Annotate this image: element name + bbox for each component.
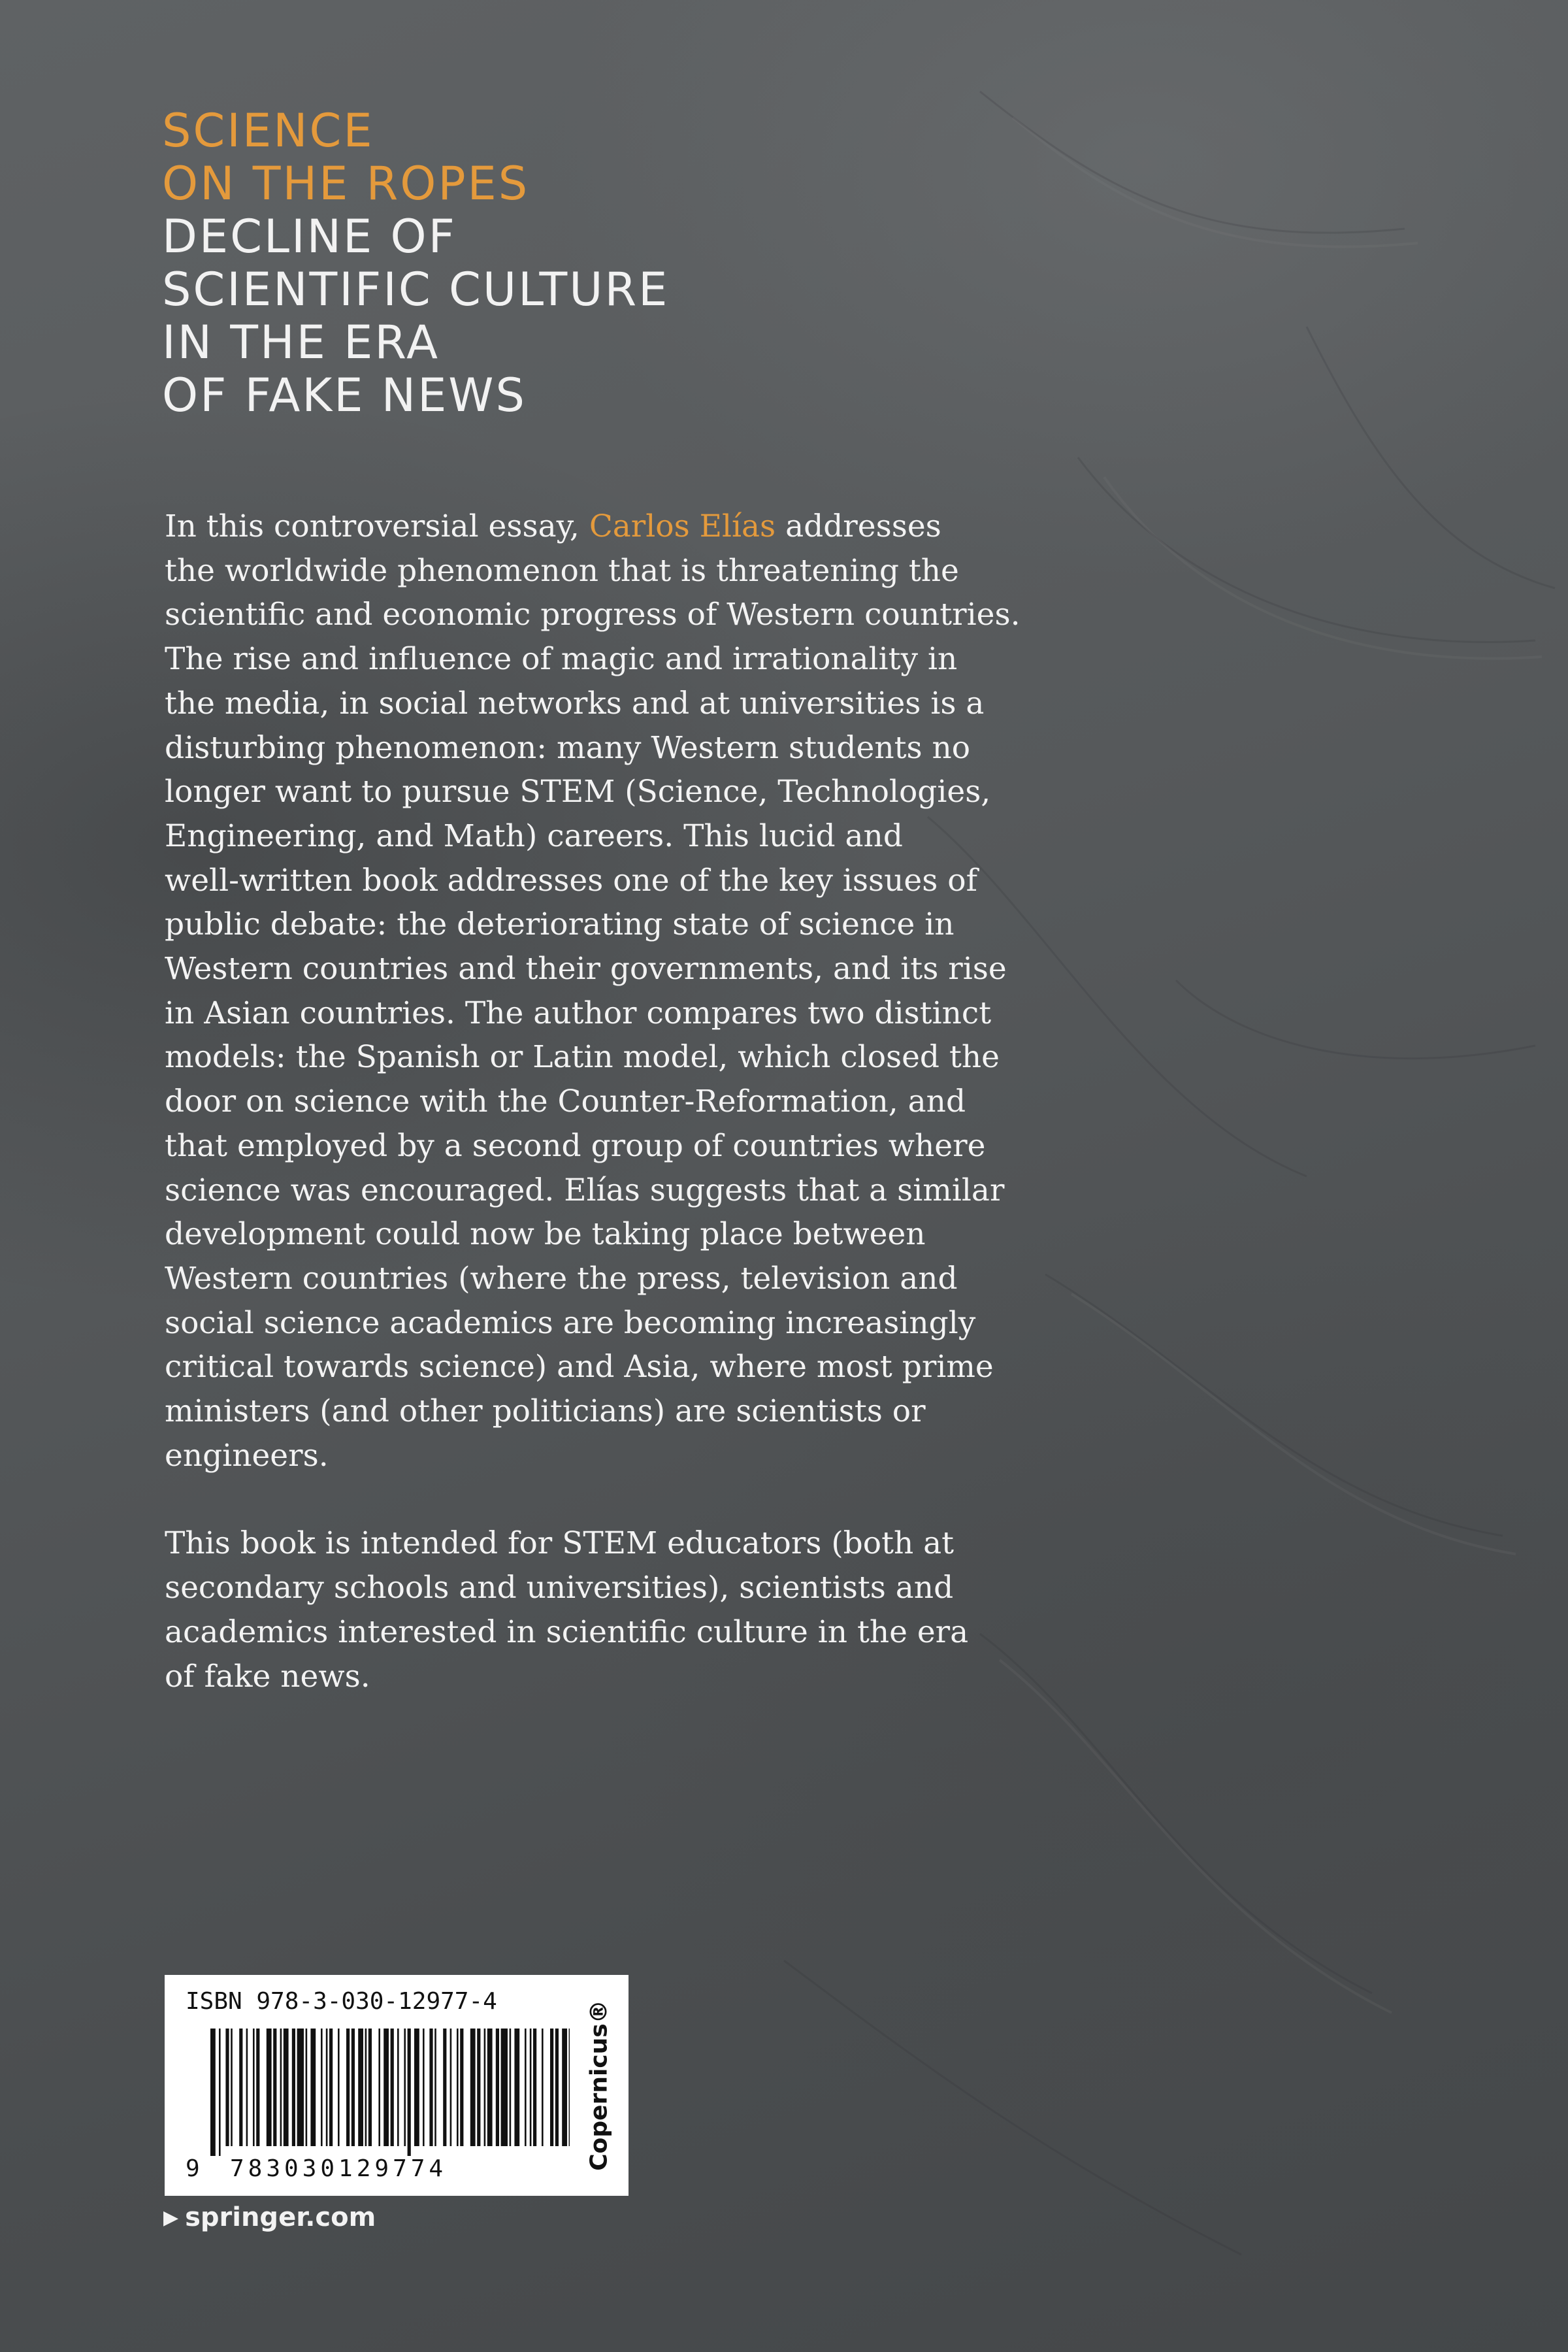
barcode-bar (404, 2029, 406, 2146)
barcode-bar (292, 2029, 295, 2146)
barcode-bar (351, 2029, 355, 2146)
blurb-line: public debate: the deteriorating state of science in (165, 906, 955, 943)
barcode-bar (297, 2029, 304, 2146)
barcode-bar (338, 2029, 340, 2146)
barcode-bar (525, 2029, 527, 2146)
barcode-bar (397, 2029, 399, 2146)
barcode-bar (246, 2029, 248, 2146)
blurb-line: scientific and economic progress of Western countries. (165, 597, 1021, 633)
blurb-line: in Asian countries. The author compares two distinct (165, 995, 992, 1031)
barcode-bar (562, 2029, 567, 2146)
barcode-bar (329, 2029, 333, 2146)
blurb-line: Western countries and their governments, and its rise (165, 951, 1007, 987)
barcode-bar (239, 2029, 242, 2146)
blurb-line: This book is intended for STEM educators (both at (165, 1525, 955, 1562)
blurb-text: In this controversial essay, (165, 508, 589, 544)
barcode-bar (391, 2029, 394, 2146)
barcode-bar (365, 2029, 367, 2146)
barcode-bar (378, 2029, 380, 2146)
subtitle-line-2: SCIENTIFIC CULTURE (162, 263, 670, 316)
barcode-bar (384, 2029, 389, 2146)
website-text: springer.com (185, 2202, 376, 2232)
barcode-bar (210, 2029, 216, 2156)
barcode-bar (273, 2029, 276, 2146)
barcode-bar (501, 2029, 508, 2146)
barcode-bar (510, 2029, 512, 2146)
imprint-label (570, 1975, 629, 2196)
blurb-line: Engineering, and Math) careers. This lucid and (165, 818, 903, 854)
ean-lead-digit: 9 (186, 2155, 200, 2182)
blurb-line: science was encouraged. Elías suggests that a similar (165, 1172, 1005, 1208)
barcode-bar (542, 2029, 544, 2146)
blurb-line: models: the Spanish or Latin model, which closed the (165, 1039, 1000, 1076)
author-name: Carlos Elías (589, 508, 776, 544)
subtitle-line-4: OF FAKE NEWS (162, 369, 527, 422)
blurb-line: disturbing phenomenon: many Western students no (165, 729, 971, 766)
blurb-line: The rise and influence of magic and irrationality in (165, 641, 958, 678)
blurb-text: addresses (776, 508, 941, 544)
blurb-line: door on science with the Counter-Reformation, and (165, 1084, 966, 1120)
blurb-line: academics interested in scientific culture in the era (165, 1614, 969, 1650)
barcode-bar (414, 2029, 419, 2146)
barcode-bar (530, 2029, 532, 2146)
title-line-2: ON THE ROPES (162, 157, 530, 210)
blurb-line: Western countries (where the press, television and (165, 1260, 958, 1297)
barcode-bar (326, 2029, 328, 2146)
barcode-bar (487, 2029, 493, 2146)
barcode-bar (306, 2029, 308, 2146)
barcode-bar (457, 2029, 459, 2146)
barcode-bar (477, 2029, 480, 2146)
barcode-bar (321, 2029, 323, 2146)
barcode-bar (231, 2029, 233, 2146)
blurb-line: longer want to pursue STEM (Science, Technologies, (165, 774, 991, 810)
blurb-line: of fake news. (165, 1658, 370, 1695)
barcode-bar (460, 2029, 463, 2146)
ean-digits: 783030129774 (230, 2155, 448, 2182)
blurb-line: that employed by a second group of countries where (165, 1127, 986, 1164)
title-line-1: SCIENCE (162, 104, 374, 157)
barcode-bar (358, 2029, 363, 2146)
barcode-bar (253, 2029, 255, 2146)
barcode-bar (496, 2029, 499, 2146)
blurb-line: well-written book addresses one of the key issues of (165, 862, 977, 899)
barcode-bar (408, 2029, 411, 2156)
blurb-line: the media, in social networks and at universities is a (165, 685, 985, 721)
barcode-bar (310, 2029, 316, 2146)
book-title (162, 105, 669, 422)
barcode-bar (346, 2029, 350, 2146)
blurb-line: secondary schools and universities), scientists and (165, 1570, 954, 1606)
barcode-bar (280, 2029, 282, 2146)
blurb-line (165, 505, 981, 549)
blurb-line: social science academics are becoming increasingly (165, 1304, 976, 1341)
blurb-line: ministers (and other politicians) are scientists or (165, 1393, 926, 1430)
barcode-bar (423, 2029, 425, 2146)
blurb-line: the worldwide phenomenon that is threatening the (165, 552, 959, 589)
barcode-bar (443, 2029, 446, 2146)
publisher-website (163, 2202, 376, 2232)
barcode-bar (484, 2029, 486, 2146)
barcode-bar (533, 2029, 536, 2146)
barcode-bar (470, 2029, 476, 2146)
barcode-bar (555, 2029, 559, 2146)
barcode-bar (267, 2029, 272, 2146)
blurb-line: engineers. (165, 1437, 329, 1474)
barcode-bar (450, 2029, 452, 2146)
isbn-barcode (165, 1975, 626, 2196)
barcode-bar (429, 2029, 433, 2146)
play-arrow-icon: ▶ (163, 2206, 179, 2229)
blurb (165, 505, 1021, 1698)
barcode-bar (284, 2029, 289, 2146)
barcode-bar (256, 2029, 259, 2146)
barcode-bar (225, 2029, 229, 2146)
barcode-bar (434, 2029, 436, 2146)
imprint-name: Copernicus® (585, 2000, 613, 2171)
subtitle-line-3: IN THE ERA (162, 316, 440, 369)
blurb-line: development could now be taking place between (165, 1216, 926, 1253)
barcode-bars (210, 2029, 583, 2156)
barcode-bar (368, 2029, 372, 2146)
barcode-bar (219, 2029, 221, 2156)
subtitle-line-1: DECLINE OF (162, 210, 457, 263)
isbn-number: ISBN 978-3-030-12977-4 (186, 1988, 497, 2015)
blurb-line: critical towards science) and Asia, where most prime (165, 1349, 994, 1385)
barcode-bar (550, 2029, 553, 2146)
barcode-bar (514, 2029, 519, 2146)
